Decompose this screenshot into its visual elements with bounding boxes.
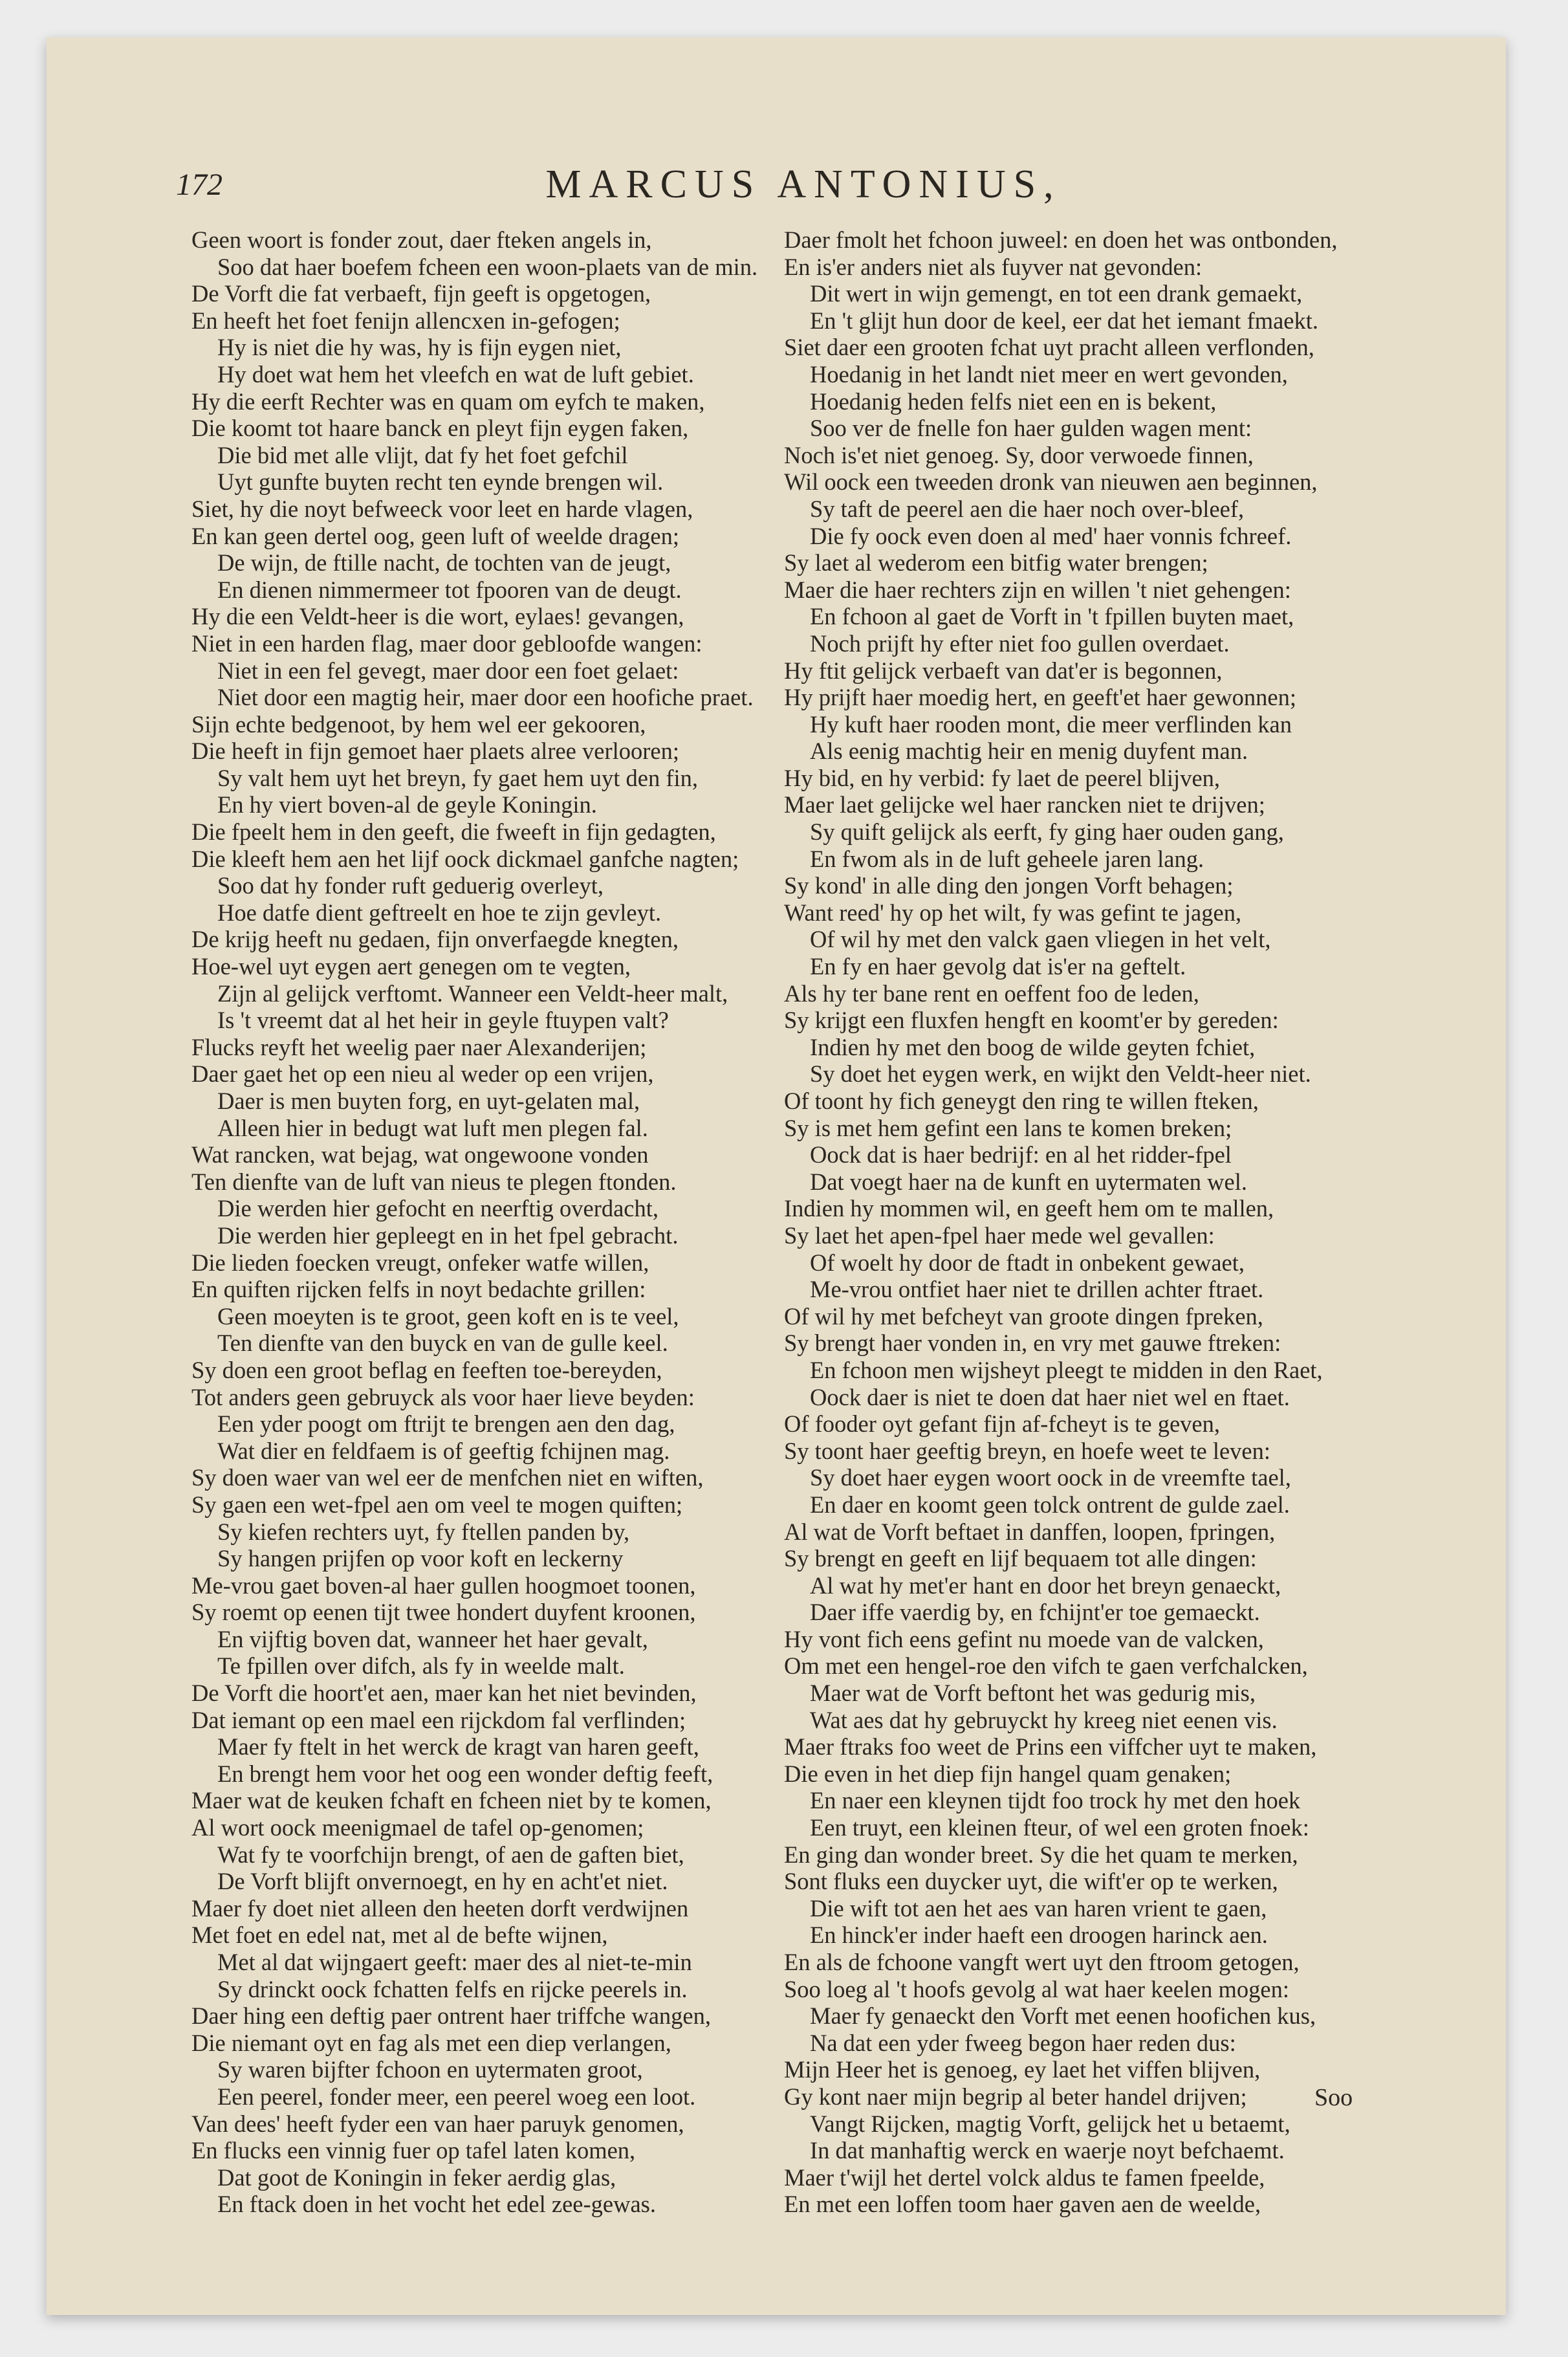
- verse-line: Sy doet haer eygen woort oock in de vreemfte tael,: [810, 1464, 1291, 1491]
- verse-line: En met een loffen toom haer gaven aen de weelde,: [784, 2191, 1261, 2218]
- verse-line: Daer fmolt het fchoon juweel: en doen het was ontbonden,: [784, 226, 1338, 253]
- verse-line: Als hy ter bane rent en oeffent foo de leden,: [784, 980, 1199, 1007]
- verse-line: Sy doen een groot beflag en feeften toe-bereyden,: [191, 1356, 662, 1383]
- verse-line: En naer een kleynen tijdt foo trock hy met den hoek: [810, 1787, 1301, 1814]
- verse-line: Die werden hier gefocht en neerftig overdacht,: [217, 1195, 659, 1222]
- book-page: [47, 38, 1506, 2315]
- verse-line: Sy krijgt een fluxfen hengft en koomt'er by gereden:: [784, 1007, 1279, 1034]
- verse-line: Met foet en edel nat, met al de befte wijnen,: [191, 1922, 608, 1949]
- verse-line: Sy toont haer geeftig breyn, en hoefe weet te leven:: [784, 1437, 1271, 1464]
- verse-line: Daer gaet het op een nieu al weder op een vrijen,: [191, 1060, 654, 1088]
- verse-line: Hoe datfe dient geftreelt en hoe te zijn gevleyt.: [217, 899, 662, 926]
- verse-line: Hy ftit gelijck verbaeft van dat'er is begonnen,: [784, 657, 1223, 684]
- running-title: MARCUS ANTONIUS,: [545, 162, 1062, 206]
- verse-line: Die even in het diep fijn hangel quam genaken;: [784, 1760, 1232, 1787]
- verse-line: En fchoon al gaet de Vorft in 't fpillen buyten maet,: [810, 603, 1294, 630]
- verse-line: Sy doet het eygen werk, en wijkt den Veldt-heer niet.: [810, 1060, 1311, 1088]
- verse-line: Dat goot de Koningin in feker aerdig glas,: [217, 2164, 616, 2191]
- verse-line: Oock daer is niet te doen dat haer niet wel en ftaet.: [810, 1383, 1290, 1410]
- verse-line: Sy brengt en geeft en lijf bequaem tot alle dingen:: [784, 1545, 1257, 1572]
- verse-line: Maer fy ftelt in het werck de kragt van haren geeft,: [217, 1733, 699, 1760]
- verse-line: En 't glijt hun door de keel, eer dat het iemant fmaekt.: [810, 307, 1318, 334]
- verse-line: Sy doen waer van wel eer de menfchen niet en wiften,: [191, 1464, 704, 1491]
- verse-line: Me-vrou ontfiet haer niet te drillen achter ftraet.: [810, 1276, 1264, 1303]
- verse-line: Alleen hier in bedugt wat luft men plegen fal.: [217, 1114, 648, 1141]
- verse-line: Soo ver de fnelle fon haer gulden wagen ment:: [810, 415, 1252, 442]
- left-column: [191, 226, 774, 2218]
- verse-line: Geen woort is fonder zout, daer fteken angels in,: [191, 226, 652, 253]
- verse-line: Is 't vreemt dat al het heir in geyle ftuypen valt?: [217, 1007, 669, 1034]
- verse-line: Niet door een magtig heir, maer door een hoofiche praet.: [217, 684, 754, 711]
- verse-line: Maer ftraks foo weet de Prins een viffcher uyt te maken,: [784, 1733, 1317, 1760]
- verse-line: Daer hing een deftig paer ontrent haer triffche wangen,: [191, 2002, 711, 2030]
- verse-line: Dat iemant op een mael een rijckdom fal verflinden;: [191, 1706, 686, 1733]
- verse-line: Niet in een harden flag, maer door gebloofde wangen:: [191, 630, 702, 657]
- verse-line: Soo dat hy fonder ruft geduerig overleyt,: [217, 872, 604, 899]
- verse-line: Sont fluks een duycker uyt, die wift'er op te werken,: [784, 1868, 1278, 1895]
- verse-line: Me-vrou gaet boven-al haer gullen hoogmoet toonen,: [191, 1572, 696, 1599]
- verse-line: Noch prijft hy efter niet foo gullen overdaet.: [810, 630, 1230, 657]
- verse-line: Vangt Rijcken, magtig Vorft, gelijck het u betaemt,: [810, 2110, 1290, 2137]
- verse-line: En ging dan wonder breet. Sy die het quam te merken,: [784, 1841, 1298, 1868]
- verse-line: En fwom als in de luft geheele jaren lang.: [810, 845, 1204, 872]
- verse-line: Gy kont naer mijn begrip al beter handel drijven;: [784, 2083, 1247, 2110]
- verse-line: Daer is men buyten forg, en uyt-gelaten mal,: [217, 1088, 640, 1114]
- verse-line: Want reed' hy op het wilt, fy was gefint te jagen,: [784, 899, 1242, 926]
- verse-line: Te fpillen over difch, als fy in weelde malt.: [217, 1652, 625, 1680]
- verse-line: Wat fy te voorfchijn brengt, of aen de gaften biet,: [217, 1841, 684, 1868]
- verse-line: Al wort oock meenigmael de tafel op-genomen;: [191, 1814, 644, 1841]
- verse-line: En brengt hem voor het oog een wonder deftig feeft,: [217, 1760, 713, 1787]
- verse-line: De Vorft die hoort'et aen, maer kan het niet bevinden,: [191, 1680, 697, 1707]
- verse-line: Flucks reyft het weelig paer naer Alexanderijen;: [191, 1033, 647, 1060]
- verse-line: De Vorft blijft onvernoegt, en hy en acht'et niet.: [217, 1868, 668, 1895]
- verse-line: Die heeft in fijn gemoet haer plaets alree verlooren;: [191, 738, 679, 765]
- verse-line: Sy taft de peerel aen die haer noch over-bleef,: [810, 495, 1245, 522]
- verse-line: Sy drinckt oock fchatten felfs en rijcke peerels in.: [217, 1975, 688, 2002]
- verse-line: Sy laet het apen-fpel haer mede wel gevallen:: [784, 1222, 1215, 1249]
- verse-line: Indien hy mommen wil, en geeft hem om te mallen,: [784, 1195, 1274, 1222]
- verse-line: En ftack doen in het vocht het edel zee-gewas.: [217, 2191, 656, 2218]
- verse-line: Wat rancken, wat bejag, wat ongewoone vonden: [191, 1141, 649, 1168]
- verse-line: Sy brengt haer vonden in, en vry met gauwe ftreken:: [784, 1330, 1281, 1357]
- verse-line: Of wil hy met den valck gaen vliegen in het velt,: [810, 926, 1271, 953]
- verse-line: En heeft het foet fenijn allencxen in-gefogen;: [191, 307, 620, 334]
- verse-line: Die fpeelt hem in den geeft, die fweeft in fijn gedagten,: [191, 818, 716, 846]
- verse-line: Ten dienfte van de luft van nieus te plegen ftonden.: [191, 1168, 677, 1195]
- verse-line: Sy quift gelijck als eerft, fy ging haer ouden gang,: [810, 818, 1284, 846]
- verse-line: En kan geen dertel oog, geen luft of weelde dragen;: [191, 522, 680, 549]
- verse-line: Die kleeft hem aen het lijf oock dickmael ganfche nagten;: [191, 845, 739, 872]
- verse-line: Siet, hy die noyt befweeck voor leet en harde vlagen,: [191, 495, 693, 522]
- verse-line: Sijn echte bedgenoot, by hem wel eer gekooren,: [191, 710, 646, 738]
- verse-line: Geen moeyten is te groot, geen koft en is te veel,: [217, 1302, 679, 1330]
- verse-line: En dienen nimmermeer tot fpooren van de deugt.: [217, 576, 682, 603]
- verse-line: Hy prijft haer moedig hert, en geeft'et haer gewonnen;: [784, 684, 1297, 711]
- verse-line: En fchoon men wijsheyt pleegt te midden in den Raet,: [810, 1356, 1323, 1383]
- verse-line: In dat manhaftig werck en waerje noyt befchaemt.: [810, 2137, 1285, 2164]
- verse-line: Als eenig machtig heir en menig duyfent man.: [810, 738, 1248, 765]
- verse-line: Sy kiefen rechters uyt, fy ftellen panden by,: [217, 1518, 630, 1545]
- verse-line: Die lieden foecken vreugt, onfeker watfe willen,: [191, 1249, 649, 1276]
- verse-line: Zijn al gelijck verftomt. Wanneer een Veldt-heer malt,: [217, 980, 728, 1007]
- verse-line: Ten dienfte van den buyck en van de gulle keel.: [217, 1330, 668, 1357]
- verse-line: En hy viert boven-al de geyle Koningin.: [217, 791, 597, 818]
- verse-line: Na dat een yder fweeg begon haer reden dus:: [810, 2029, 1236, 2056]
- verse-line: Sy kond' in alle ding den jongen Vorft behagen;: [784, 872, 1234, 899]
- verse-line: En is'er anders niet als fuyver nat gevonden:: [784, 253, 1203, 280]
- verse-line: Niet in een fel gevegt, maer door een foet gelaet:: [217, 657, 679, 684]
- verse-line: Een truyt, een kleinen fteur, of wel een groten fnoek:: [810, 1814, 1309, 1841]
- catchword: Soo: [1314, 2084, 1353, 2111]
- verse-line: Al wat hy met'er hant en door het breyn genaeckt,: [810, 1572, 1281, 1599]
- verse-line: Hoe-wel uyt eygen aert genegen om te vegten,: [191, 953, 631, 980]
- verse-line: Om met een hengel-roe den vifch te gaen verfchalcken,: [784, 1652, 1308, 1680]
- verse-line: Sy valt hem uyt het breyn, fy gaet hem uyt den fin,: [217, 764, 699, 791]
- verse-line: Of wil hy met befcheyt van groote dingen fpreken,: [784, 1302, 1263, 1330]
- verse-line: Soo loeg al 't hoofs gevolg al wat haer keelen mogen:: [784, 1975, 1289, 2002]
- verse-line: En hinck'er inder haeft een droogen harinck aen.: [810, 1922, 1268, 1949]
- verse-line: Hoedanig heden felfs niet een en is bekent,: [810, 388, 1217, 415]
- verse-line: En als de fchoone vangft wert uyt den ftroom getogen,: [784, 1949, 1300, 1975]
- verse-line: Dat voegt haer na de kunft en uytermaten wel.: [810, 1168, 1247, 1195]
- verse-line: Hy die een Veldt-heer is die wort, eylaes! gevangen,: [191, 603, 684, 630]
- verse-line: Die fy oock even doen al med' haer vonnis fchreef.: [810, 522, 1292, 549]
- verse-line: Sy gaen een wet-fpel aen om veel te mogen quiften;: [191, 1491, 683, 1518]
- verse-line: Of toont hy fich geneygt den ring te willen fteken,: [784, 1088, 1259, 1114]
- verse-line: Dit wert in wijn gemengt, en tot een drank gemaekt,: [810, 280, 1303, 307]
- verse-line: Sy hangen prijfen op voor koft en leckerny: [217, 1545, 624, 1572]
- verse-line: Siet daer een grooten fchat uyt pracht alleen verflonden,: [784, 334, 1314, 361]
- verse-line: Maer fy doet niet alleen den heeten dorft verdwijnen: [191, 1894, 689, 1922]
- verse-line: Wat dier en feldfaem is of geeftig fchijnen mag.: [217, 1437, 670, 1464]
- verse-line: Tot anders geen gebruyck als voor haer lieve beyden:: [191, 1383, 695, 1410]
- verse-line: Maer wat de Vorft beftont het was gedurig mis,: [810, 1680, 1256, 1707]
- verse-line: Noch is'et niet genoeg. Sy, door verwoede finnen,: [784, 441, 1254, 468]
- verse-line: Een peerel, fonder meer, een peerel woeg een loot.: [217, 2083, 696, 2110]
- verse-line: Of woelt hy door de ftadt in onbekent gewaet,: [810, 1249, 1245, 1276]
- verse-line: Sy roemt op eenen tijt twee hondert duyfent kroonen,: [191, 1599, 696, 1626]
- verse-line: Indien hy met den boog de wilde geyten fchiet,: [810, 1033, 1256, 1060]
- verse-line: Sy waren bijfter fchoon en uytermaten groot,: [217, 2056, 643, 2083]
- verse-line: En quiften rijcken felfs in noyt bedachte grillen:: [191, 1276, 646, 1303]
- verse-line: Wil oock een tweeden dronk van nieuwen aen beginnen,: [784, 468, 1318, 496]
- verse-line: Maer fy genaeckt den Vorft met eenen hoofichen kus,: [810, 2002, 1316, 2030]
- verse-line: Maer t'wijl het dertel volck aldus te famen fpeelde,: [784, 2164, 1265, 2191]
- verse-line: Hy is niet die hy was, hy is fijn eygen niet,: [217, 334, 622, 361]
- page-number: 172: [176, 168, 223, 202]
- verse-line: En flucks een vinnig fuer op tafel laten komen,: [191, 2137, 636, 2164]
- verse-line: Van dees' heeft fyder een van haer paruyk genomen,: [191, 2110, 684, 2137]
- verse-line: En daer en koomt geen tolck ontrent de gulde zael.: [810, 1491, 1290, 1518]
- verse-line: Hy vont fich eens gefint nu moede van de valcken,: [784, 1625, 1264, 1652]
- verse-line: En vijftig boven dat, wanneer het haer gevalt,: [217, 1625, 648, 1652]
- verse-line: Maer laet gelijcke wel haer rancken niet te drijven;: [784, 791, 1265, 818]
- verse-line: Sy laet al wederom een bitfig water brengen;: [784, 549, 1208, 576]
- verse-line: Hy kuft haer rooden mont, die meer verflinden kan: [810, 710, 1292, 738]
- verse-line: En fy en haer gevolg dat is'er na geftelt.: [810, 953, 1186, 980]
- verse-line: Die wift tot aen het aes van haren vrient te gaen,: [810, 1894, 1267, 1922]
- verse-line: Hy die eerft Rechter was en quam om eyfch te maken,: [191, 388, 705, 415]
- verse-line: Oock dat is haer bedrijf: en al het ridder-fpel: [810, 1141, 1232, 1168]
- right-column: [784, 226, 1386, 2218]
- verse-line: Die koomt tot haare banck en pleyt fijn eygen faken,: [191, 415, 689, 442]
- verse-line: De Vorft die fat verbaeft, fijn geeft is opgetogen,: [191, 280, 651, 307]
- verse-line: De wijn, de ftille nacht, de tochten van de jeugt,: [217, 549, 671, 576]
- verse-line: Mijn Heer het is genoeg, ey laet het viffen blijven,: [784, 2056, 1261, 2083]
- verse-line: Een yder poogt om ftrijt te brengen aen den dag,: [217, 1410, 675, 1438]
- verse-line: Daer iffe vaerdig by, en fchijnt'er toe gemaeckt.: [810, 1599, 1260, 1626]
- verse-line: Wat aes dat hy gebruyckt hy kreeg niet eenen vis.: [810, 1706, 1278, 1733]
- verse-line: Soo dat haer boefem fcheen een woon-plaets van de min.: [217, 253, 758, 280]
- verse-line: Sy is met hem gefint een lans te komen breken;: [784, 1114, 1232, 1141]
- verse-line: Die werden hier gepleegt en in het fpel gebracht.: [217, 1222, 679, 1249]
- verse-line: Hy bid, en hy verbid: fy laet de peerel blijven,: [784, 764, 1221, 791]
- verse-line: Uyt gunfte buyten recht ten eynde brengen wil.: [217, 468, 664, 496]
- verse-line: Hoedanig in het landt niet meer en wert gevonden,: [810, 360, 1288, 388]
- verse-line: Die niemant oyt en fag als met een diep verlangen,: [191, 2029, 671, 2056]
- verse-line: De krijg heeft nu gedaen, fijn onverfaegde knegten,: [191, 926, 679, 953]
- verse-line: Of fooder oyt gefant fijn af-fcheyt is te geven,: [784, 1410, 1220, 1438]
- verse-line: Al wat de Vorft beftaet in danffen, loopen, fpringen,: [784, 1518, 1276, 1545]
- verse-line: Maer die haer rechters zijn en willen 't niet gehengen:: [784, 576, 1291, 603]
- verse-line: Maer wat de keuken fchaft en fcheen niet by te komen,: [191, 1787, 712, 1814]
- verse-line: Met al dat wijngaert geeft: maer des al niet-te-min: [217, 1949, 692, 1975]
- verse-line: Hy doet wat hem het vleefch en wat de luft gebiet.: [217, 360, 694, 388]
- verse-line: Die bid met alle vlijt, dat fy het foet gefchil: [217, 441, 628, 468]
